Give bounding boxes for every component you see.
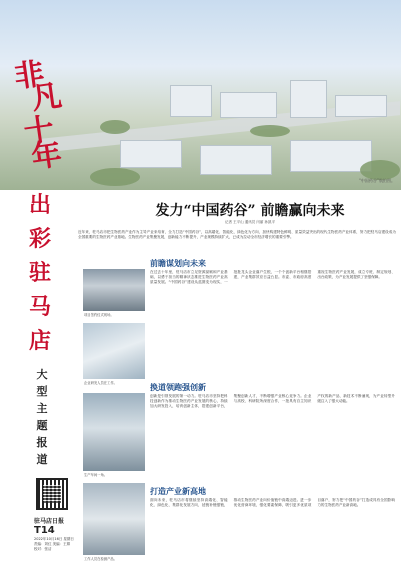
headline: 发力“中国药谷” 前瞻赢向未来 (155, 203, 345, 219)
byline: 记者 王平山 通讯员 闫丽 孙凯平 (225, 220, 275, 224)
hero-caption: “中国药谷”航拍图。 (358, 178, 395, 183)
photo-caption: 企业研发人员在工作。 (84, 381, 117, 385)
photo-caption: 生产车间一角。 (84, 473, 108, 477)
photo-inspection (82, 482, 146, 556)
section-body: 创新是引领发展的第一动力。驻马店市坚持把科技创新作为推动生物医药产业发展的核心，持续加大研发投入，培育创新主体，搭建创新平台，集聚创新人才，不断增强产业核心竞争力。企业与高校、科研院所深度合作，一批具有自主知识产权的新产品、新技术不断涌现，为产业转型升级注入了强大动能。 (150, 394, 395, 409)
section-heading: 前瞻谋划向未来 (150, 258, 206, 268)
page-number: T14 (34, 525, 55, 536)
photo-signing-ceremony (82, 268, 146, 312)
photo-caption: 项目签约仪式现场。 (84, 313, 114, 317)
section-body: 在过去十年里，驻马店市立足资源禄赋和产业基础，以勇于担当的精神状态推进生物医药产业高质量发展。“中国药谷”建设从蓝图变为现实，一批批龙头企业落户生根，一个个创新平台相继搭建，产业集群效应日益凸显。市委、市政府高度重视生物医药产业发展，成立专班、制定规划、出台政策，为产业发展提供了坚强保障。 (150, 270, 395, 285)
photo-research (82, 322, 146, 380)
hero-building (170, 85, 212, 117)
photo-caption: 工作人员在检测产品。 (84, 557, 117, 561)
hero-trees (90, 168, 140, 186)
masthead: 驻马店日报 (34, 518, 65, 525)
section-body: 面向未来，驻马店市将继续坚持高端化、智能化、绿色化、集群化发展方向，延链补链强链，推动生物医药产业向价值链中高端迈进。进一步优化营商环境，强化要素保障，吸引更多优质项目落户，努力把“中国药谷”打造成具有全国影响力的生物医药产业新高地。 (150, 498, 395, 508)
series-title: 非 凡 十 年 (11, 56, 64, 176)
qr-code (36, 478, 68, 510)
hero-building (200, 145, 272, 175)
hero-trees (360, 160, 400, 180)
hero-trees (250, 125, 290, 137)
hero-building (120, 140, 182, 168)
lead-paragraph: 近年来，驻马店市把生物医药产业作为主导产业来培育，全力打造“中国药谷”，以高端化、智能化、绿色化为方向，加快构建特色鲜明、质量效益突出的现代生物医药产业体系，努力把驻马店建设成为全国重要的生物医药产业基地。生物医药产业集聚发展，创新能力不断提升，产业规模持续扩大，已成为拉动全市经济增长的重要引擎。 (78, 230, 396, 240)
hero-building (220, 92, 277, 118)
section-heading: 打造产业新高地 (150, 486, 206, 496)
photo-workshop (82, 392, 146, 472)
hero-building (335, 95, 387, 117)
hero-trees (100, 120, 130, 134)
section-heading: 换道领跑强创新 (150, 382, 206, 392)
hero-building (290, 80, 327, 118)
page-meta: 2022年10月16日 星期日 责编：刘红 美编：王婧 校对：张洁 (34, 537, 74, 551)
